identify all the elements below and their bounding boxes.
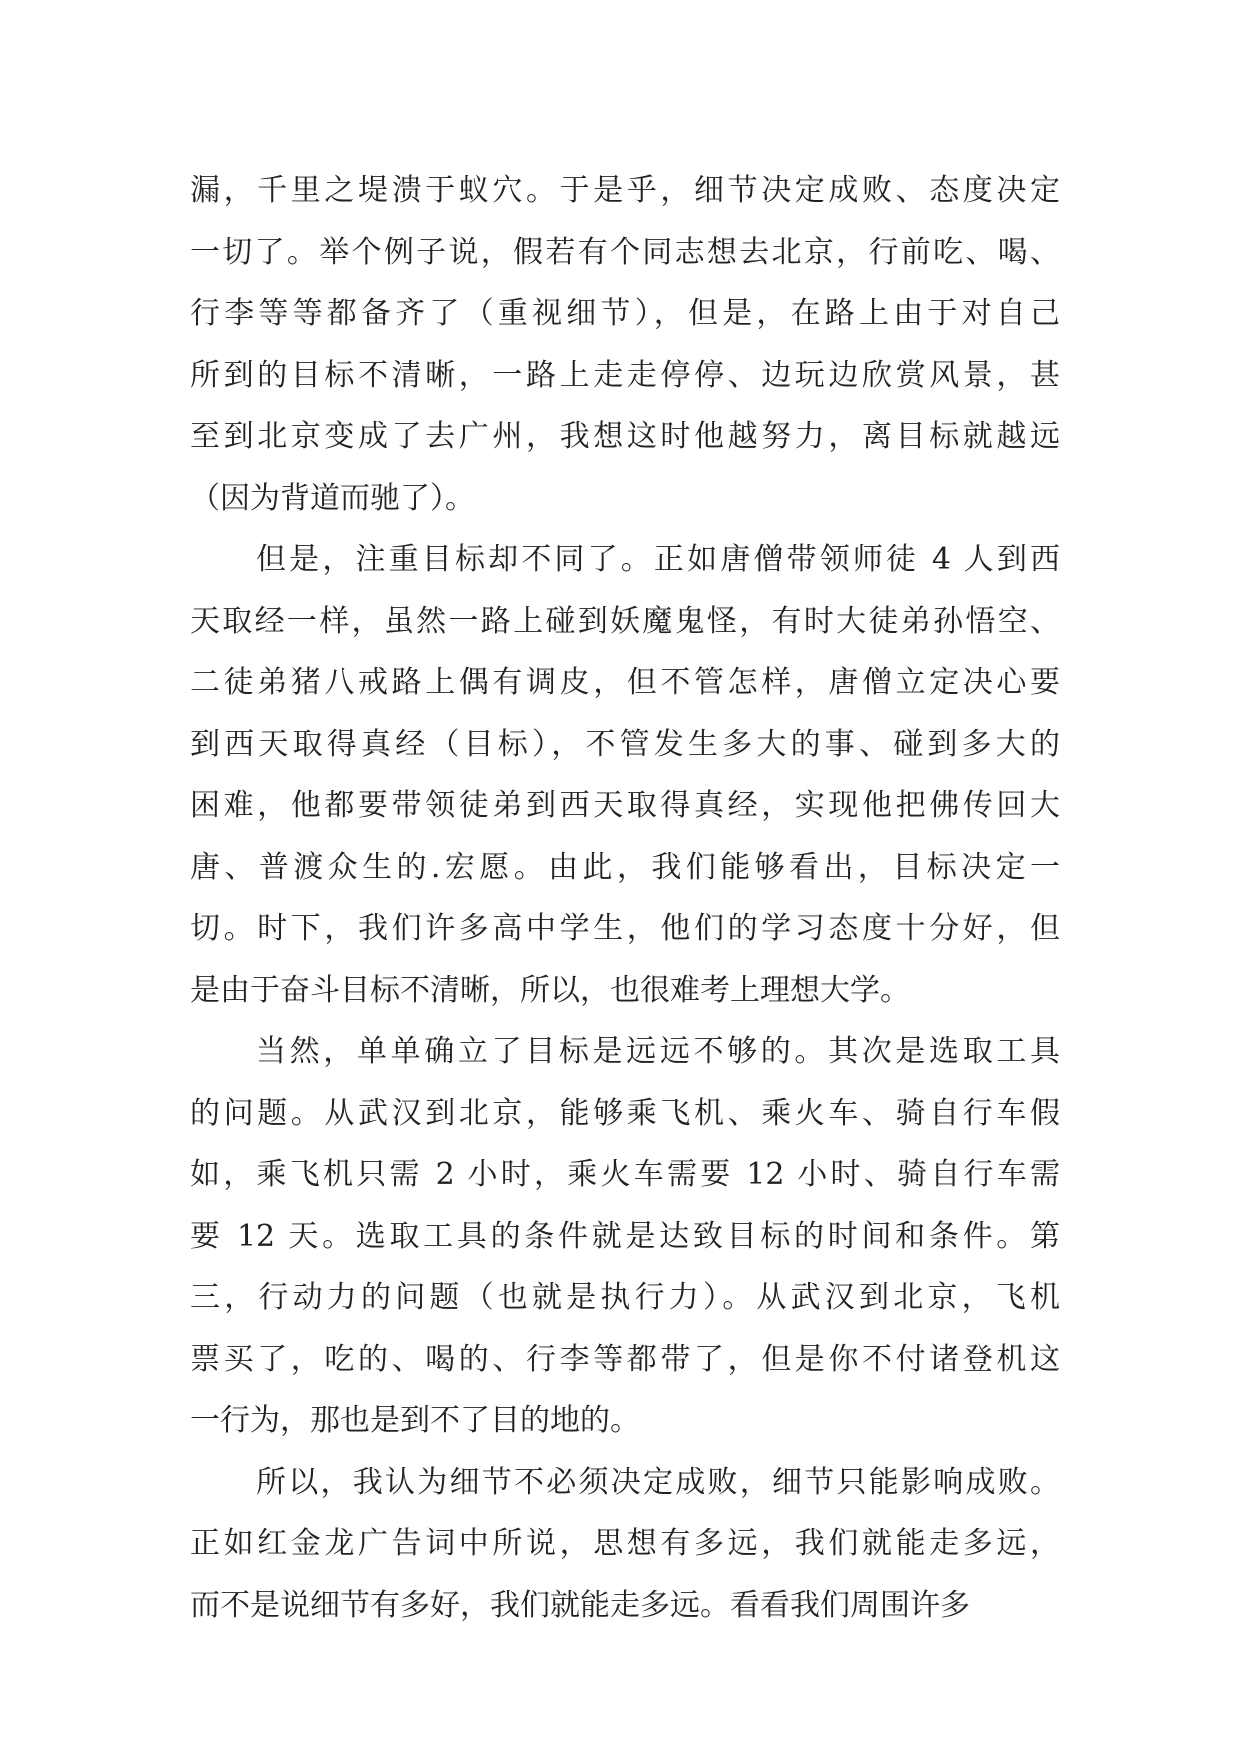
text-line: 一行为，那也是到不了目的地的。: [190, 1403, 640, 1438]
text-line: 漏，千里之堤溃于蚁穴。于是乎，细节决定成败、态度决定: [190, 173, 1060, 208]
text-line: 二徒弟猪八戒路上偶有调皮，但不管怎样，唐僧立定决心要: [190, 665, 1060, 700]
text-line: 所以，我认为细节不必须决定成败，细节只能影响成败。: [256, 1464, 1060, 1500]
text-line: 当然，单单确立了目标是远远不够的。其次是选取工具: [256, 1034, 1060, 1069]
text-line: 票买了，吃的、喝的、行李等都带了，但是你不付诸登机这: [190, 1341, 1060, 1377]
text-line: 如，乘飞机只需 2 小时，乘火车需要 12 小时、骑自行车需: [190, 1157, 1060, 1192]
text-line: 三，行动力的问题（也就是执行力）。从武汉到北京，飞机: [190, 1280, 1060, 1315]
document-body: [190, 160, 1060, 1636]
text-line: 一切了。举个例子说，假若有个同志想去北京，行前吃、喝、: [190, 234, 1060, 270]
text-line: 至到北京变成了去广州，我想这时他越努力，离目标就越远: [190, 419, 1060, 454]
paragraph-3: [190, 1021, 1060, 1452]
text-line: 的问题。从武汉到北京，能够乘飞机、乘火车、骑自行车假: [190, 1095, 1060, 1131]
text-line: 要 12 天。选取工具的条件就是达致目标的时间和条件。第: [190, 1218, 1060, 1254]
text-line: 切。时下，我们许多高中学生，他们的学习态度十分好，但: [190, 911, 1060, 946]
text-line: 行李等等都备齐了（重视细节），但是，在路上由于对自己: [190, 296, 1060, 331]
text-line: （因为背道而驰了）。: [190, 480, 475, 516]
paragraph-2: [190, 529, 1060, 1021]
text-line: 是由于奋斗目标不清晰，所以，也很难考上理想大学。: [190, 972, 910, 1008]
paragraph-4: [190, 1452, 1060, 1637]
text-line: 到西天取得真经（目标），不管发生多大的事、碰到多大的: [190, 726, 1060, 762]
text-line: 困难，他都要带领徒弟到西天取得真经，实现他把佛传回大: [190, 788, 1060, 823]
paragraph-1: [190, 160, 1060, 529]
text-line: 正如红金龙广告词中所说，思想有多远，我们就能走多远，: [190, 1526, 1060, 1561]
text-line: 而不是说细节有多好，我们就能走多远。看看我们周围许多: [190, 1587, 970, 1623]
text-line: 唐、普渡众生的.宏愿。由此，我们能够看出，目标决定一: [190, 849, 1060, 885]
text-line: 所到的目标不清晰，一路上走走停停、边玩边欣赏风景，甚: [190, 357, 1060, 393]
text-line: 天取经一样，虽然一路上碰到妖魔鬼怪，有时大徒弟孙悟空、: [190, 603, 1060, 639]
text-line: 但是，注重目标却不同了。正如唐僧带领师徒 4 人到西: [256, 542, 1060, 577]
